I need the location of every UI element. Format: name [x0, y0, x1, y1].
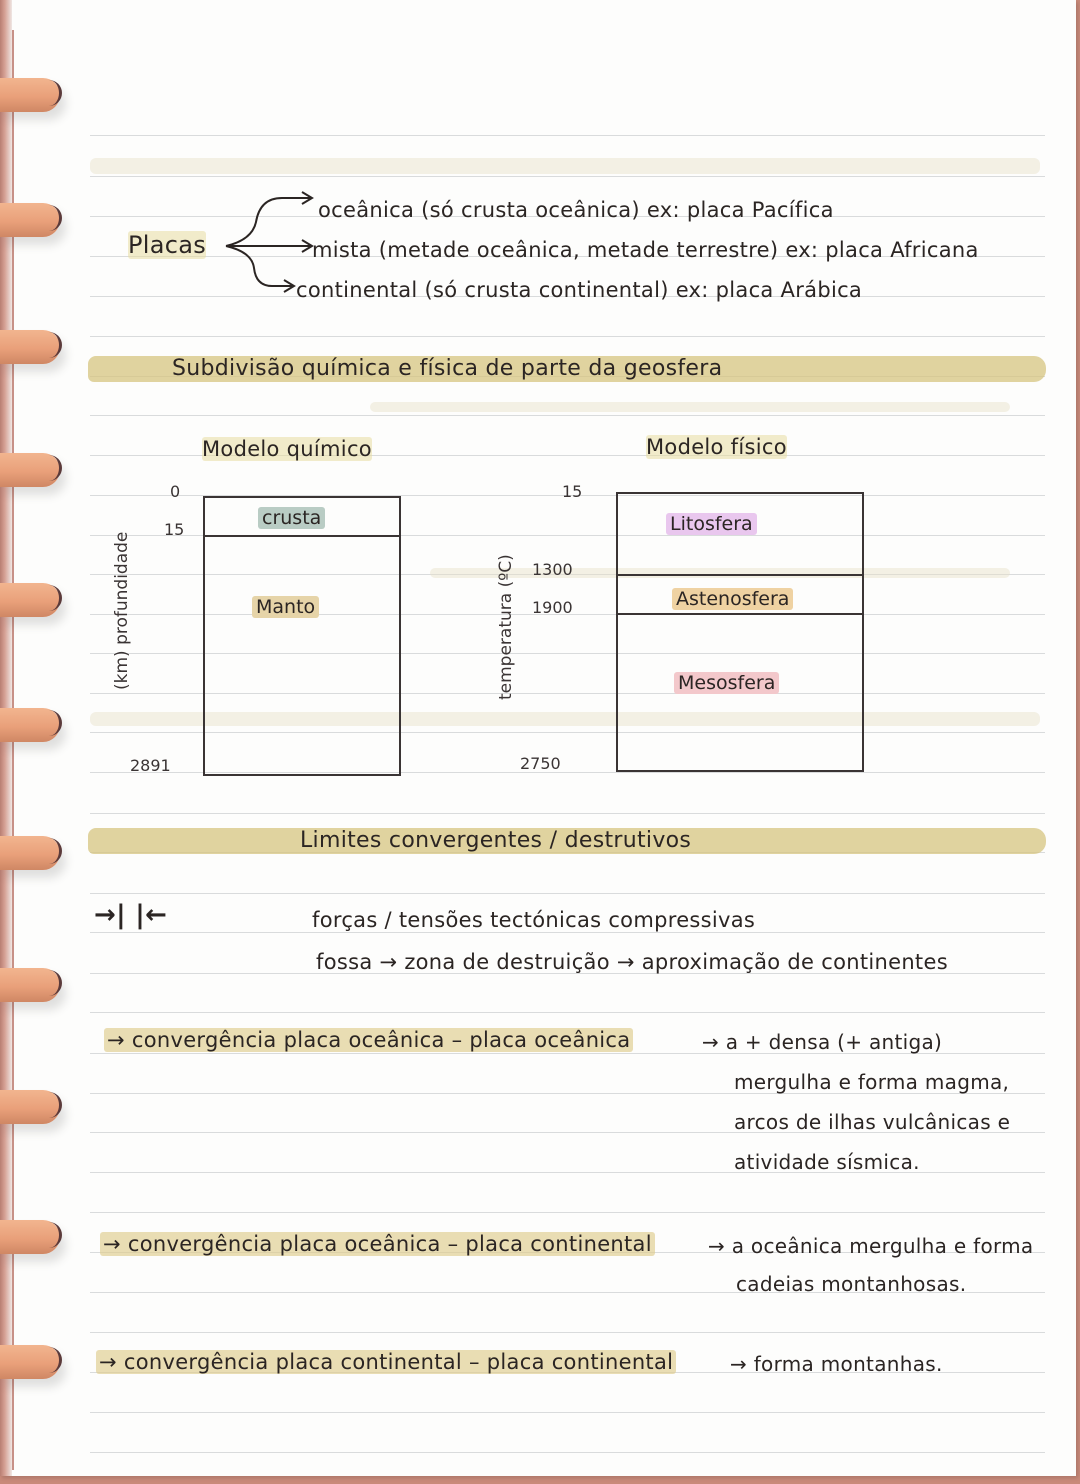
physical-axis-label: temperatura (ºC) [496, 554, 516, 700]
ruled-line [90, 336, 1045, 337]
convergence-1-result-line-1: → a + densa (+ antiga) [702, 1030, 943, 1054]
ruled-line [90, 1332, 1045, 1333]
section-heading-limits: Limites convergentes / destrutivos [300, 828, 692, 853]
depth-tick-0: 0 [170, 482, 181, 501]
lithosphere-boundary-line [616, 574, 862, 576]
ruled-line [90, 813, 1045, 814]
binder-ring [0, 1345, 60, 1379]
convergence-oceanic-oceanic: → convergência placa oceânica – placa oceânica [104, 1028, 633, 1052]
crust-boundary-line [203, 535, 399, 537]
placa-type-continental: continental (só crusta continental) ex: placa Arábica [296, 278, 863, 302]
layer-astenosfera: Astenosfera [672, 588, 793, 610]
placa-type-mista: mista (metade oceânica, metade terrestre) ex: placa Africana [312, 238, 979, 262]
binder-ring [0, 1220, 60, 1254]
margin-line [12, 30, 14, 1470]
convergence-1-result-line-3: arcos de ilhas vulcânicas e [734, 1110, 1011, 1134]
convergent-symbol: →| |← [94, 900, 168, 930]
ruled-line [90, 176, 1045, 177]
chemical-model-box [203, 496, 401, 776]
ruled-line [90, 1012, 1045, 1013]
temp-tick-2750: 2750 [520, 754, 561, 773]
ruled-line [90, 1452, 1045, 1453]
placa-type-oceanica: oceânica (só crusta oceânica) ex: placa Pacífica [318, 198, 834, 222]
convergence-2-result-line-2: cadeias montanhosas. [736, 1272, 967, 1296]
ruled-line [90, 1412, 1045, 1413]
binder-ring [0, 330, 60, 364]
binder-ring [0, 583, 60, 617]
convergence-1-result-line-4: atividade sísmica. [734, 1150, 920, 1174]
chemical-axis-label: (km) profundidade [112, 531, 132, 690]
depth-tick-15: 15 [164, 520, 185, 539]
binder-ring [0, 1090, 60, 1124]
ruled-line [90, 893, 1045, 894]
convergence-1-result-line-2: mergulha e forma magma, [734, 1070, 1010, 1094]
convergence-2-result-line-1: → a oceânica mergulha e forma [708, 1234, 1034, 1258]
bleed-through-mark [370, 402, 1010, 412]
chemical-model-title: Modelo químico [202, 437, 372, 461]
ruled-line [90, 415, 1045, 416]
bleed-through-mark [90, 158, 1040, 174]
ruled-line [90, 932, 1045, 933]
limits-point-fossa: fossa → zona de destruição → aproximação de continentes [316, 950, 948, 974]
convergence-oceanic-continental: → convergência placa oceânica – placa continental [100, 1232, 655, 1256]
layer-crusta: crusta [258, 507, 325, 529]
binder-ring [0, 708, 60, 742]
temp-tick-1900: 1900 [532, 598, 573, 617]
binder-ring [0, 453, 60, 487]
physical-model-title: Modelo físico [646, 435, 787, 459]
section-heading-subdivision: Subdivisão química e física de parte da geosfera [172, 356, 723, 381]
convergence-continental-continental: → convergência placa continental – placa continental [96, 1350, 676, 1374]
asthenosphere-boundary-line [616, 613, 862, 615]
temp-tick-15: 15 [562, 482, 583, 501]
ruled-line [90, 1212, 1045, 1213]
limits-point-forces: forças / tensões tectónicas compressivas [312, 908, 756, 932]
convergence-3-result-line-1: → forma montanhas. [730, 1352, 943, 1376]
depth-tick-2891: 2891 [130, 756, 171, 775]
layer-mesosfera: Mesosfera [674, 672, 779, 694]
placas-label: Placas [128, 231, 207, 259]
binder-ring [0, 78, 60, 112]
temp-tick-1300: 1300 [532, 560, 573, 579]
layer-manto: Manto [252, 596, 319, 618]
binder-ring [0, 836, 60, 870]
layer-litosfera: Litosfera [666, 513, 757, 535]
binder-ring [0, 968, 60, 1002]
ruled-line [90, 135, 1045, 136]
binder-ring [0, 203, 60, 237]
